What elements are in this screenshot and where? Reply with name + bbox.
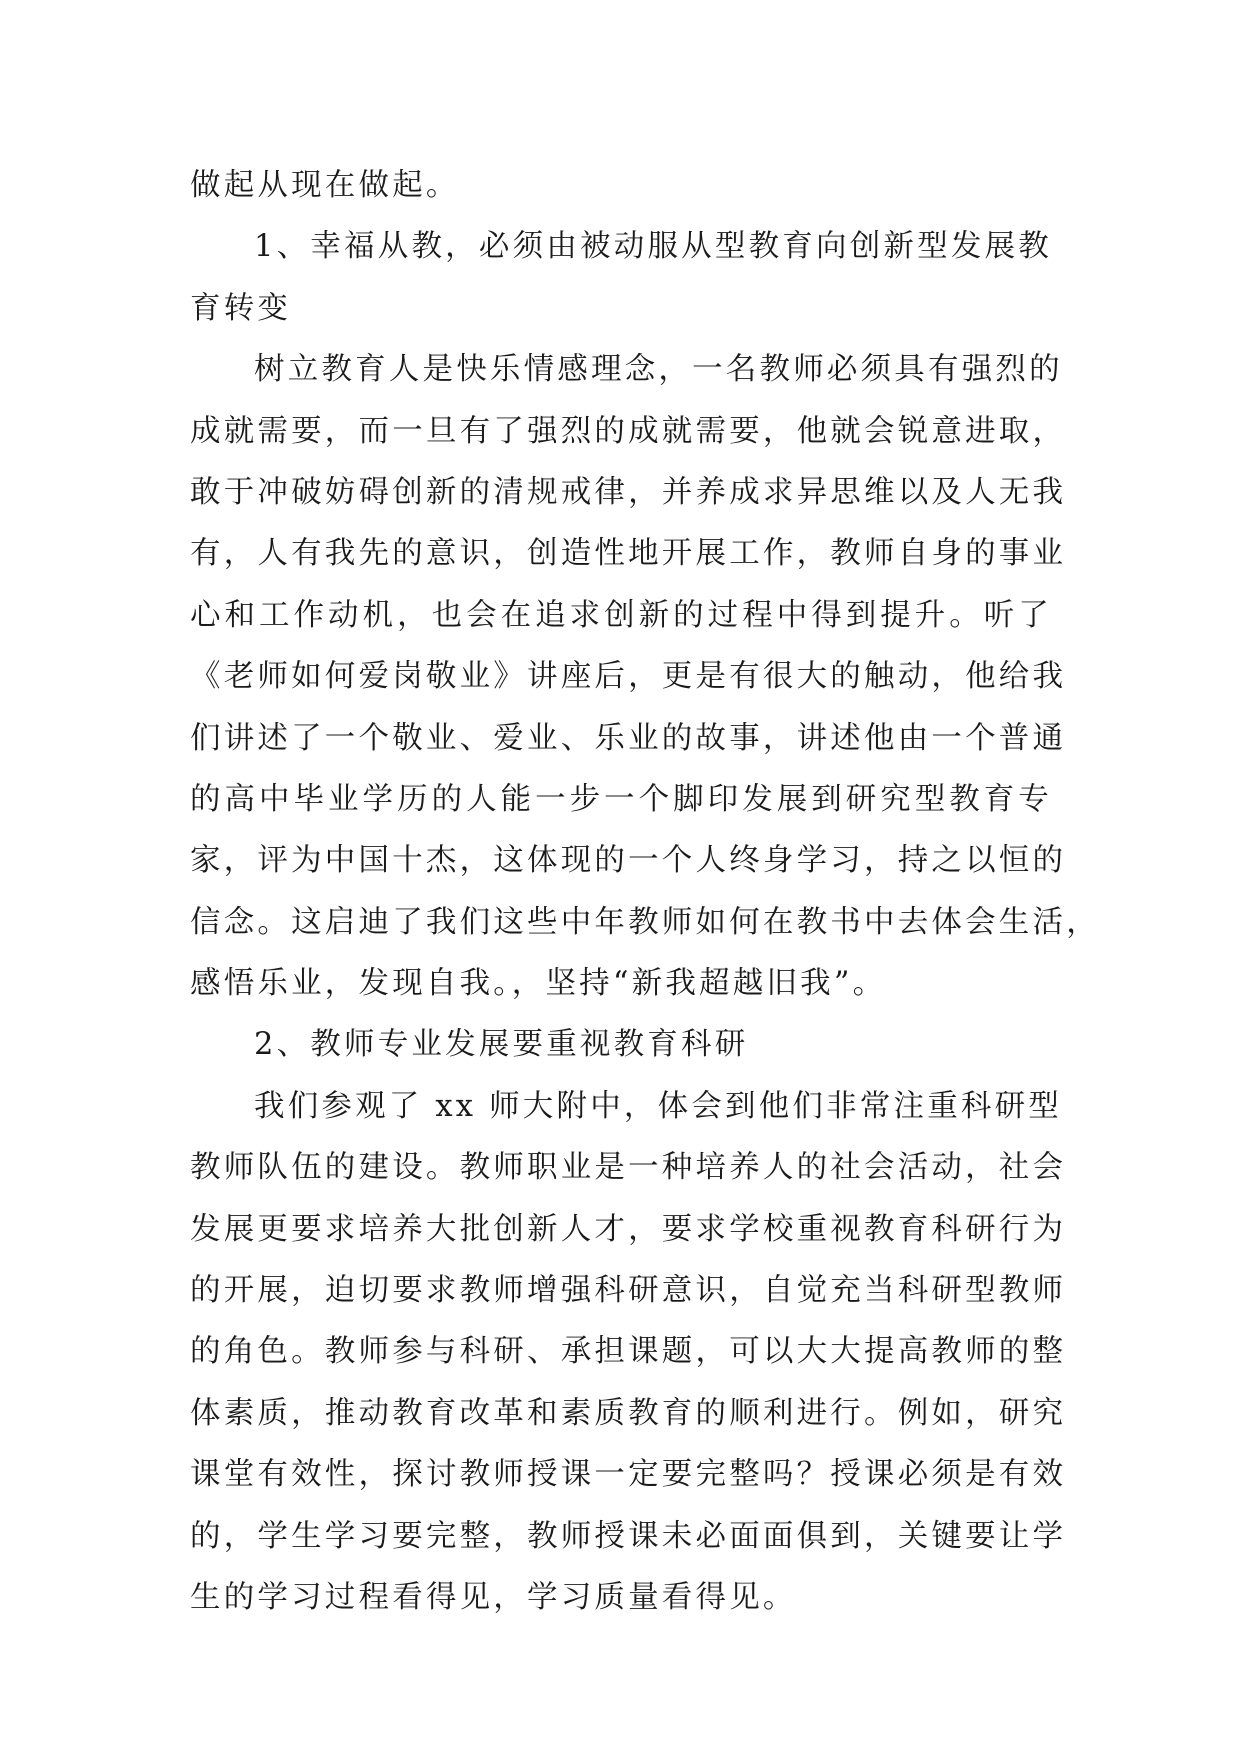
text-line: 信念。这启迪了我们这些中年教师如何在教书中去体会生活， [190,904,1100,940]
text-line: 感悟乐业，发现自我。，坚持“新我超越旧我”。 [190,966,887,1002]
document-body [190,155,1100,1628]
text-line: 生的学习过程看得见，学习质量看得见。 [190,1579,797,1615]
text-line: 的，学生学习要完整，教师授课未必面面俱到，关键要让学 [190,1518,1067,1554]
text-line: 的高中毕业学历的人能一步一个脚印发展到研究型教育专 [190,781,1052,817]
text-line: 育转变 [190,290,292,326]
text-line: 发展更要求培养大批创新人才，要求学校重视教育科研行为 [190,1211,1067,1247]
text-line: 心和工作动机，也会在追求创新的过程中得到提升。听了 [190,597,1052,633]
text-line: 《老师如何爱岗敬业》讲座后，更是有很大的触动，他给我 [190,659,1067,695]
text-line: 2、教师专业发展要重视教育科研 [254,1027,749,1063]
text-line: 家，评为中国十杰，这体现的一个人终身学习，持之以恒的 [190,843,1067,879]
text-line: 教师队伍的建设。教师职业是一种培养人的社会活动，社会 [190,1150,1067,1186]
text-line: 有，人有我先的意识，创造性地开展工作，教师自身的事业 [190,536,1067,572]
text-line: 体素质，推动教育改革和素质教育的顺利进行。例如，研究 [190,1395,1067,1431]
text-line: 的角色。教师参与科研、承担课题，可以大大提高教师的整 [190,1334,1067,1370]
text-line: 树立教育人是快乐情感理念，一名教师必须具有强烈的 [254,352,1063,388]
text-line: 的开展，迫切要求教师增强科研意识，自觉充当科研型教师 [190,1273,1067,1309]
text-line: 1、幸福从教，必须由被动服从型教育向创新型发展教 [254,229,1052,265]
text-line: 们讲述了一个敬业、爱业、乐业的故事，讲述他由一个普通 [190,720,1067,756]
text-line: 课堂有效性，探讨教师授课一定要完整吗？授课必须是有效 [190,1457,1067,1493]
text-line: 成就需要，而一旦有了强烈的成就需要，他就会锐意进取， [190,413,1067,449]
text-line: 做起从现在做起。 [190,168,460,203]
text-line: 我们参观了 xx 师大附中，体会到他们非常注重科研型 [254,1088,1062,1124]
text-line: 敢于冲破妨碍创新的清规戒律，并养成求异思维以及人无我 [190,474,1067,510]
